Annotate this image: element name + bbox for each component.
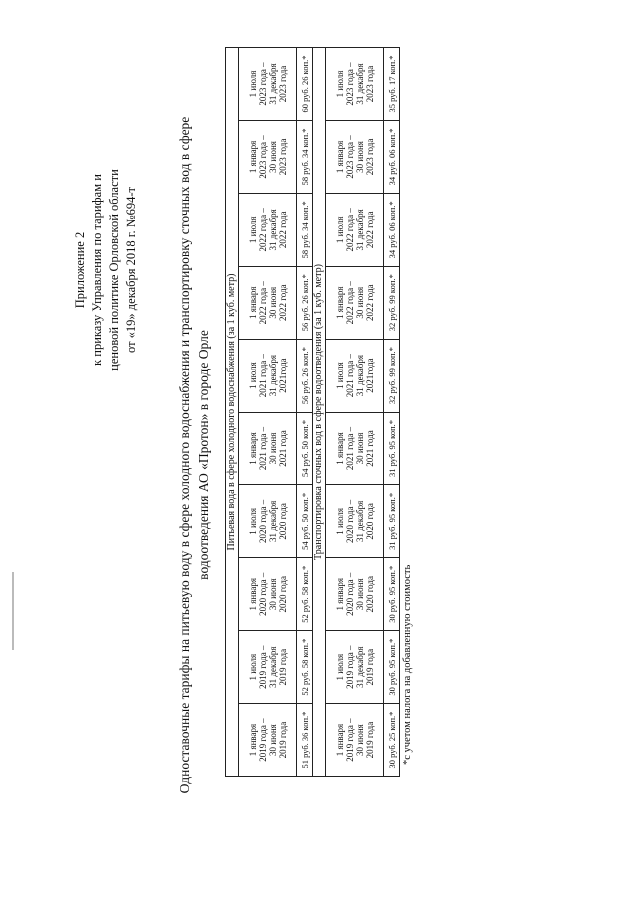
period-line: 2023 года (277, 138, 288, 176)
price-row (297, 48, 313, 777)
period-line: 2019 года – (257, 718, 268, 762)
period-line: 2019 года (364, 721, 375, 759)
period-line: 2022 года (277, 284, 288, 321)
period-row (326, 48, 384, 777)
period-line: 31 декабря (354, 209, 365, 251)
price-row (384, 48, 400, 777)
price-cell: 51 руб. 36 коп.* (297, 704, 313, 777)
period-line: 1 января (247, 578, 258, 611)
period-line: 2022 года – (344, 208, 355, 252)
section-heading-row (313, 48, 326, 777)
price-cell: 60 руб. 26 коп.* (297, 48, 313, 121)
period-line: 30 июня (354, 578, 365, 611)
price-cell: 32 руб. 99 коп.* (384, 266, 400, 339)
period-cell (239, 412, 297, 485)
period-cell (326, 704, 384, 777)
period-line: 2023 года (364, 138, 375, 176)
period-line: 1 января (334, 578, 345, 611)
period-line: 1 января (334, 140, 345, 174)
period-cell (239, 266, 297, 339)
period-line: 1 июля (334, 362, 345, 389)
period-line: 1 июля (247, 362, 258, 389)
price-cell: 34 руб. 06 коп.* (384, 193, 400, 266)
title-line: водоотведения АО «Протон» в городе Орле (196, 330, 211, 580)
period-line: 1 января (247, 723, 258, 757)
period-line: 1 июля (334, 70, 345, 98)
section-heading: Транспортировка сточных вод в сфере водоотведения (за 1 куб. метр) (313, 48, 326, 777)
period-line: 2022 года – (257, 208, 268, 252)
period-line: 2019 года (277, 721, 288, 759)
period-line: 31 декабря (354, 354, 365, 397)
period-line: 2019 года – (344, 645, 355, 689)
period-line: 2020 года (364, 576, 375, 613)
period-line: 30 июня (354, 724, 365, 756)
appendix-line: ценовой политике Орловской области (107, 169, 121, 371)
period-line: 2021 года (277, 430, 288, 467)
document-title (175, 75, 213, 835)
period-line: 2019 года – (257, 645, 268, 689)
period-line: 2021года (364, 358, 375, 393)
period-line: 2020 года – (257, 572, 268, 616)
period-line: 2022 года (364, 284, 375, 321)
period-cell (326, 485, 384, 558)
price-cell: 56 руб. 26 коп.* (297, 266, 313, 339)
period-line: 31 декабря (267, 354, 278, 397)
period-line: 31 декабря (354, 646, 365, 688)
period-line: 31 декабря (267, 209, 278, 251)
scan-edge-line (12, 572, 14, 650)
period-line: 2020 года – (257, 499, 268, 544)
price-cell: 30 руб. 95 коп.* (384, 631, 400, 704)
price-cell: 54 руб. 50 коп.* (297, 485, 313, 558)
period-cell (239, 339, 297, 412)
price-cell: 56 руб. 26 коп.* (297, 339, 313, 412)
period-cell (239, 120, 297, 193)
period-cell (326, 339, 384, 412)
period-cell (239, 558, 297, 631)
period-line: 2021 года – (344, 426, 355, 471)
period-line: 2023 года – (344, 135, 355, 179)
period-line: 2023 года – (344, 62, 355, 106)
price-cell: 31 руб. 95 коп.* (384, 412, 400, 485)
period-line: 2020 года (364, 503, 375, 540)
period-line: 2020 года (277, 503, 288, 540)
period-line: 1 июля (247, 653, 258, 681)
period-cell (326, 412, 384, 485)
price-cell: 30 руб. 25 коп.* (384, 704, 400, 777)
price-cell: 54 руб. 50 коп.* (297, 412, 313, 485)
period-line: 1 января (334, 723, 345, 757)
period-line: 30 июня (267, 286, 278, 319)
period-line: 2022 года – (257, 281, 268, 325)
period-line: 1 января (247, 286, 258, 319)
period-line: 2021года (277, 358, 288, 393)
period-line: 1 января (247, 140, 258, 174)
price-cell: 30 руб. 95 коп.* (384, 558, 400, 631)
period-line: 1 июля (334, 216, 345, 244)
period-line: 30 июня (267, 141, 278, 173)
period-line: 1 июля (247, 70, 258, 98)
period-line: 2022 года – (344, 281, 355, 325)
period-line: 2022 года (277, 211, 288, 249)
price-cell: 58 руб. 34 коп.* (297, 120, 313, 193)
period-cell (239, 48, 297, 121)
period-line: 30 июня (354, 141, 365, 173)
period-cell (326, 48, 384, 121)
appendix-line: Приложение 2 (73, 231, 87, 309)
period-line: 2019 года – (344, 718, 355, 762)
period-cell (239, 485, 297, 558)
footnote: *с учетом налога на добавленную стоимость (402, 564, 413, 765)
period-line: 2020 года – (344, 499, 355, 544)
period-line: 30 июня (354, 432, 365, 465)
price-cell: 35 руб. 17 коп.* (384, 48, 400, 121)
period-line: 1 января (334, 432, 345, 465)
period-line: 30 июня (267, 724, 278, 756)
period-cell (239, 631, 297, 704)
period-cell (326, 631, 384, 704)
period-line: 2022 года (364, 211, 375, 249)
period-row (239, 48, 297, 777)
period-line: 31 декабря (354, 500, 365, 543)
period-line: 1 января (334, 286, 345, 319)
period-line: 2023 года (277, 65, 288, 103)
period-cell (239, 704, 297, 777)
section-heading-row (226, 48, 239, 777)
period-cell (326, 558, 384, 631)
price-cell: 32 руб. 99 коп.* (384, 339, 400, 412)
tariff-table (225, 47, 400, 777)
price-cell: 52 руб. 58 коп.* (297, 631, 313, 704)
period-line: 2020 года (277, 576, 288, 613)
period-line: 31 декабря (267, 63, 278, 105)
period-cell (239, 193, 297, 266)
appendix-header (72, 120, 140, 420)
appendix-line: к приказу Управления по тарифам и (90, 174, 104, 366)
price-cell: 52 руб. 58 коп.* (297, 558, 313, 631)
period-line: 30 июня (267, 432, 278, 465)
period-line: 2021 года – (257, 353, 268, 398)
price-cell: 34 руб. 06 коп.* (384, 120, 400, 193)
price-cell: 31 руб. 95 коп.* (384, 485, 400, 558)
period-line: 1 июля (247, 508, 258, 535)
period-line: 2020 года – (344, 572, 355, 616)
period-line: 1 июля (334, 653, 345, 681)
period-line: 2023 года (364, 65, 375, 103)
period-line: 1 июля (247, 216, 258, 244)
period-line: 2019 года (364, 648, 375, 686)
period-line: 2023 года – (257, 135, 268, 179)
period-line: 31 декабря (354, 63, 365, 105)
title-line: Одноставочные тарифы на питьевую воду в сфере холодного водоснабжения и транспортировку сточных вод в сфере (177, 116, 192, 794)
period-line: 30 июня (354, 286, 365, 319)
period-cell (326, 266, 384, 339)
period-line: 2019 года (277, 648, 288, 686)
period-line: 1 июля (334, 508, 345, 535)
appendix-line: от «19» декабря 2018 г. №694-т (124, 187, 138, 354)
section-heading: Питьевая вода в сфере холодного водоснабжения (за 1 куб. метр) (226, 48, 239, 777)
period-line: 2021 года – (344, 353, 355, 398)
period-line: 31 декабря (267, 646, 278, 688)
price-cell: 58 руб. 34 коп.* (297, 193, 313, 266)
period-line: 30 июня (267, 578, 278, 611)
period-line: 1 января (247, 432, 258, 465)
period-line: 2023 года – (257, 62, 268, 106)
period-line: 2021 года – (257, 426, 268, 471)
period-line: 2021 года (364, 430, 375, 467)
period-cell (326, 120, 384, 193)
period-line: 31 декабря (267, 500, 278, 543)
period-cell (326, 193, 384, 266)
